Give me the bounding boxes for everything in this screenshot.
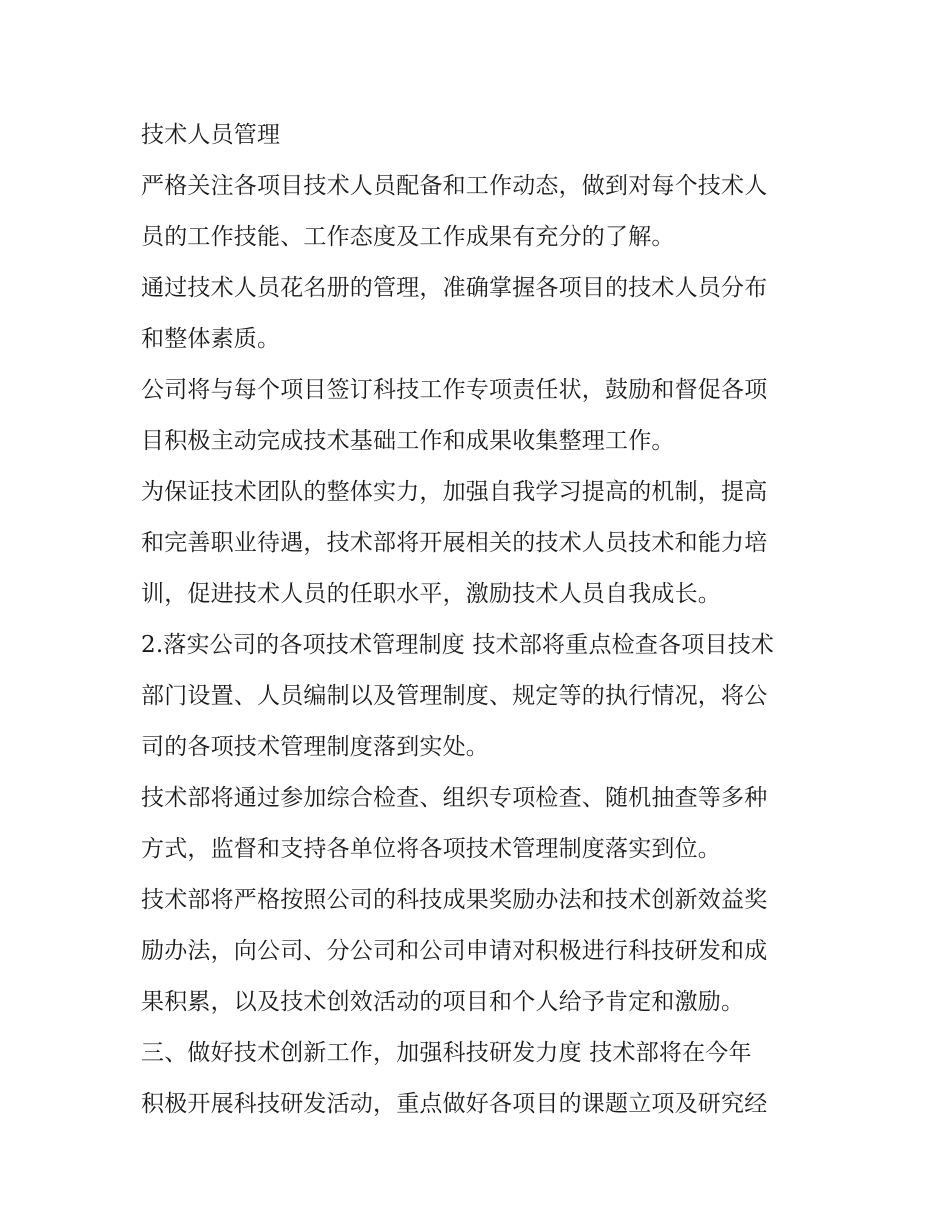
text-line: 部门设置、人员编制以及管理制度、规定等的执行情况，将公 — [141, 683, 768, 709]
text-line: 果积累，以及技术创效活动的项目和个人给予肯定和激励。 — [141, 989, 745, 1015]
text-line: 技术部将通过参加综合检查、组织专项检查、随机抽查等多种 — [141, 785, 768, 811]
text-line: 训，促进技术人员的任职水平，激励技术人员自我成长。 — [141, 581, 721, 607]
text-line: 技术人员管理 — [141, 122, 281, 148]
text-line: 方式，监督和支持各单位将各项技术管理制度落实到位。 — [141, 836, 721, 862]
paragraph — [141, 467, 816, 620]
paragraph — [141, 620, 816, 773]
paragraph — [141, 773, 816, 875]
paragraph — [141, 365, 816, 467]
paragraph — [141, 1028, 816, 1130]
text-line: 司的各项技术管理制度落到实处。 — [141, 734, 489, 760]
text-line: 积极开展科技研发活动，重点做好各项目的课题立项及研究经 — [141, 1091, 768, 1117]
paragraph — [141, 161, 816, 263]
paragraph — [141, 263, 816, 365]
text-line: 严格关注各项目技术人员配备和工作动态，做到对每个技术人 — [141, 173, 768, 199]
text-line: 2.落实公司的各项技术管理制度 技术部将重点检查各项目技术 — [141, 632, 775, 658]
text-line: 技术部将严格按照公司的科技成果奖励办法和技术创新效益奖 — [141, 887, 768, 913]
document-body — [141, 110, 816, 1130]
text-line: 和完善职业待遇，技术部将开展相关的技术人员技术和能力培 — [141, 530, 768, 556]
text-line: 公司将与每个项目签订科技工作专项责任状，鼓励和督促各项 — [141, 377, 768, 403]
text-line: 通过技术人员花名册的管理，准确掌握各项目的技术人员分布 — [141, 275, 768, 301]
text-line: 目积极主动完成技术基础工作和成果收集整理工作。 — [141, 428, 675, 454]
text-line: 为保证技术团队的整体实力，加强自我学习提高的机制，提高 — [141, 479, 768, 505]
text-line: 励办法，向公司、分公司和公司申请对积极进行科技研发和成 — [141, 938, 768, 964]
text-line: 员的工作技能、工作态度及工作成果有充分的了解。 — [141, 224, 675, 250]
paragraph — [141, 875, 816, 1028]
paragraph-heading — [141, 110, 816, 161]
text-line: 和整体素质。 — [141, 326, 281, 352]
text-line: 三、做好技术创新工作，加强科技研发力度 技术部将在今年 — [141, 1040, 752, 1066]
